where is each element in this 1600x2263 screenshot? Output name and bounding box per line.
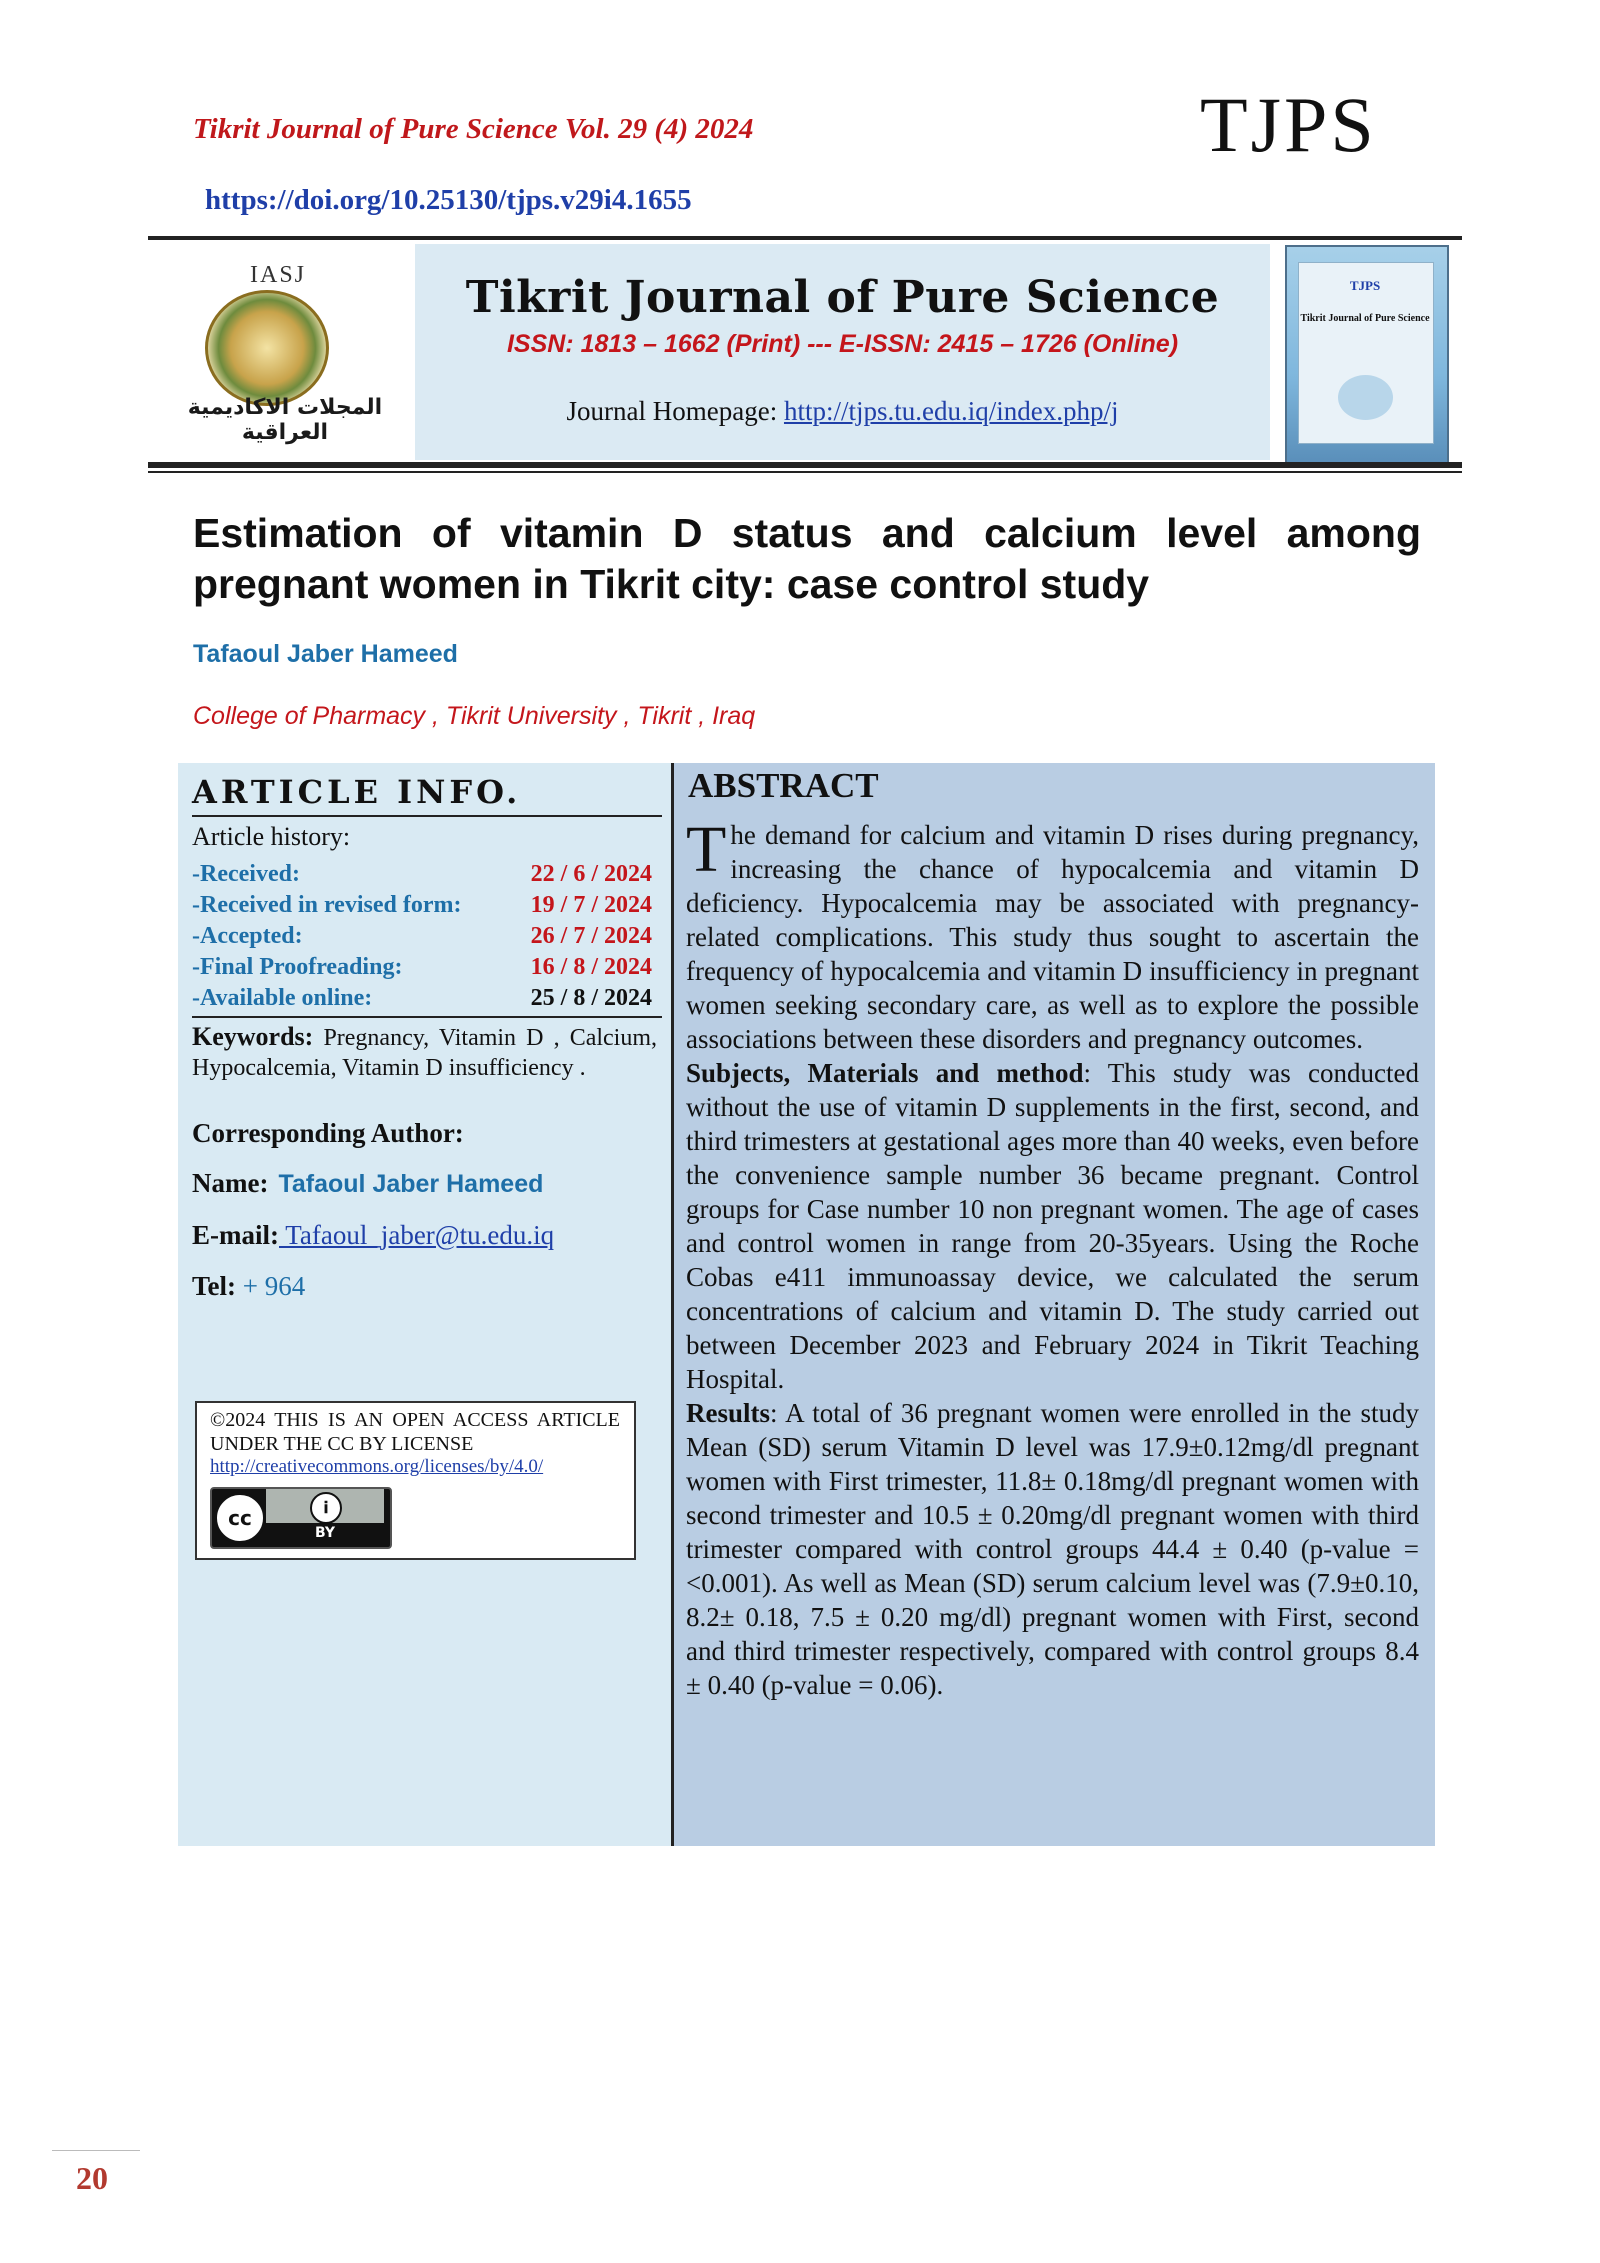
iasj-logo-label: IASJ xyxy=(250,262,307,288)
history-date: 25 / 8 / 2024 xyxy=(530,985,652,1011)
journal-volume-line: Tikrit Journal of Pure Science Vol. 29 (4) 2024 xyxy=(193,113,754,145)
abstract-intro-text: he demand for calcium and vitamin D rises during pregnancy, increasing the chance of hypocalcemia and vitamin D deficiency. Hypocalcemia may be associated with pregnancy-related complications. This study thus sought to ascertain the frequency of hypocalcemia and vitamin D insufficiency in pregnant women seeking secondary care, as well as to explore the possible associations between these disorders and pregnancy outcomes. xyxy=(686,820,1419,1054)
tel-label: Tel: xyxy=(192,1271,237,1301)
banner-issn: ISSN: 1813 – 1662 (Print) --- E-ISSN: 2415 – 1726 (Online) xyxy=(506,330,1179,358)
tjps-logo: TJPS xyxy=(1200,81,1377,168)
article-affiliation: College of Pharmacy , Tikrit University , Tikrit , Iraq xyxy=(193,702,756,730)
cover-emblem-icon xyxy=(1338,375,1393,420)
name-label: Name: xyxy=(192,1168,269,1198)
article-info-heading: ARTICLE INFO. xyxy=(192,773,522,811)
results-label: Results xyxy=(686,1398,771,1428)
history-label: -Accepted: xyxy=(192,923,303,949)
history-label: -Final Proofreading: xyxy=(192,954,403,980)
history-row-revised xyxy=(192,890,652,921)
iasj-seal-icon xyxy=(205,290,329,406)
header-bottom-rule-thin xyxy=(148,471,1462,473)
article-title: Estimation of vitamin D status and calcium level among pregnant women in Tikrit city: case control study xyxy=(193,510,1421,607)
doi-link[interactable]: https://doi.org/10.25130/tjps.v29i4.1655 xyxy=(205,184,692,216)
history-date: 22 / 6 / 2024 xyxy=(530,861,652,887)
iasj-arabic-label: المجلات الاكاديمية العراقية xyxy=(187,395,383,445)
abstract-dropcap: T xyxy=(686,813,727,886)
author-tel-line xyxy=(192,1271,305,1302)
history-label: -Available online: xyxy=(192,985,373,1011)
cover-logo-text: TJPS xyxy=(1349,278,1381,293)
history-date: 16 / 8 / 2024 xyxy=(530,954,652,980)
results-text: : A total of 36 pregnant women were enrolled in the study Mean (SD) serum Vitamin D level was 17.9±0.12mg/dl pregnant women with First trimester, 11.8± 0.18mg/dl pregnant women with second trimester and 10.5 ± 0.20mg/dl pregnant women with third trimester compared with control groups 44.4 ± 0.40 (p-value = <0.001). As well as Mean (SD) serum calcium level was (7.9±0.10, 8.2± 0.18, 7.5 ± 0.20 mg/dl) pregnant women with First, second and third trimester respectively, compared with control groups 8.4 ± 0.40 (p-value = 0.06). xyxy=(686,1398,1419,1700)
abstract-methods xyxy=(686,1056,1419,1396)
page-number: 20 xyxy=(76,2160,108,2196)
banner-homepage xyxy=(415,396,1270,427)
email-link[interactable]: Tafaoul_jaber@tu.edu.iq xyxy=(279,1220,555,1250)
abstract-results xyxy=(686,1396,1419,1702)
keywords-list: Pregnancy, Vitamin D , Calcium, Hypocalcemia, Vitamin D insufficiency . xyxy=(192,1025,658,1081)
license-text: ©2024 THIS IS AN OPEN ACCESS ARTICLE UNDER THE CC BY LICENSE xyxy=(210,1409,620,1455)
history-rule xyxy=(192,1016,662,1018)
article-history-label: Article history: xyxy=(192,822,351,851)
attribution-person-icon: 𝐢 xyxy=(310,1492,342,1524)
tel-number: + 964 xyxy=(236,1271,306,1301)
history-row-online xyxy=(192,983,652,1014)
article-author: Tafaoul Jaber Hameed xyxy=(193,640,458,668)
cc-by-label: BY xyxy=(314,1525,336,1541)
abstract-body xyxy=(686,813,1420,1702)
abstract-intro xyxy=(686,813,1419,1056)
info-heading-rule xyxy=(192,815,662,817)
history-date: 26 / 7 / 2024 xyxy=(530,923,652,949)
history-row-accepted xyxy=(192,921,652,952)
banner-journal-title: Tikrit Journal of Pure Science xyxy=(465,272,1220,323)
header-bottom-rule xyxy=(148,462,1462,468)
history-row-received xyxy=(192,859,652,890)
history-label: -Received: xyxy=(192,861,300,887)
author-name: Tafaoul Jaber Hameed xyxy=(278,1170,544,1198)
keywords xyxy=(192,1022,657,1083)
cc-icon: cc xyxy=(214,1492,266,1544)
cover-journal-name: Tikrit Journal of Pure Science xyxy=(1300,313,1430,324)
license-link[interactable]: http://creativecommons.org/licenses/by/4.0/ xyxy=(210,1456,544,1477)
abstract-heading: ABSTRACT xyxy=(688,766,879,805)
footer-rule xyxy=(52,2150,140,2151)
history-date: 19 / 7 / 2024 xyxy=(530,892,652,918)
homepage-label: Journal Homepage: xyxy=(566,396,784,426)
corresponding-author-label: Corresponding Author: xyxy=(192,1118,464,1148)
keywords-label: Keywords: xyxy=(192,1022,314,1051)
email-label: E-mail: xyxy=(192,1220,279,1250)
methods-text: : This study was conducted without the use of vitamin D supplements in the first, second, and third trimesters at gestational ages more than 40 weeks, even before the convenience sample number 36 became pregnant. Control groups for Case number 10 non pregnant women. The age of cases and control women in range from 20-35years. Using the Roche Cobas e411 immunoassay device, we calculated the serum concentrations of calcium and vitamin D. The study carried out between December 2023 and February 2024 in Tikrit Teaching Hospital. xyxy=(686,1058,1420,1394)
author-email-line xyxy=(192,1220,554,1251)
history-row-proofreading xyxy=(192,952,652,983)
article-history-list xyxy=(192,859,652,1014)
history-label: -Received in revised form: xyxy=(192,892,462,918)
methods-label: Subjects, Materials and method xyxy=(686,1058,1084,1088)
homepage-link[interactable]: http://tjps.tu.edu.iq/index.php/j xyxy=(783,396,1119,426)
author-name-line xyxy=(192,1168,543,1199)
